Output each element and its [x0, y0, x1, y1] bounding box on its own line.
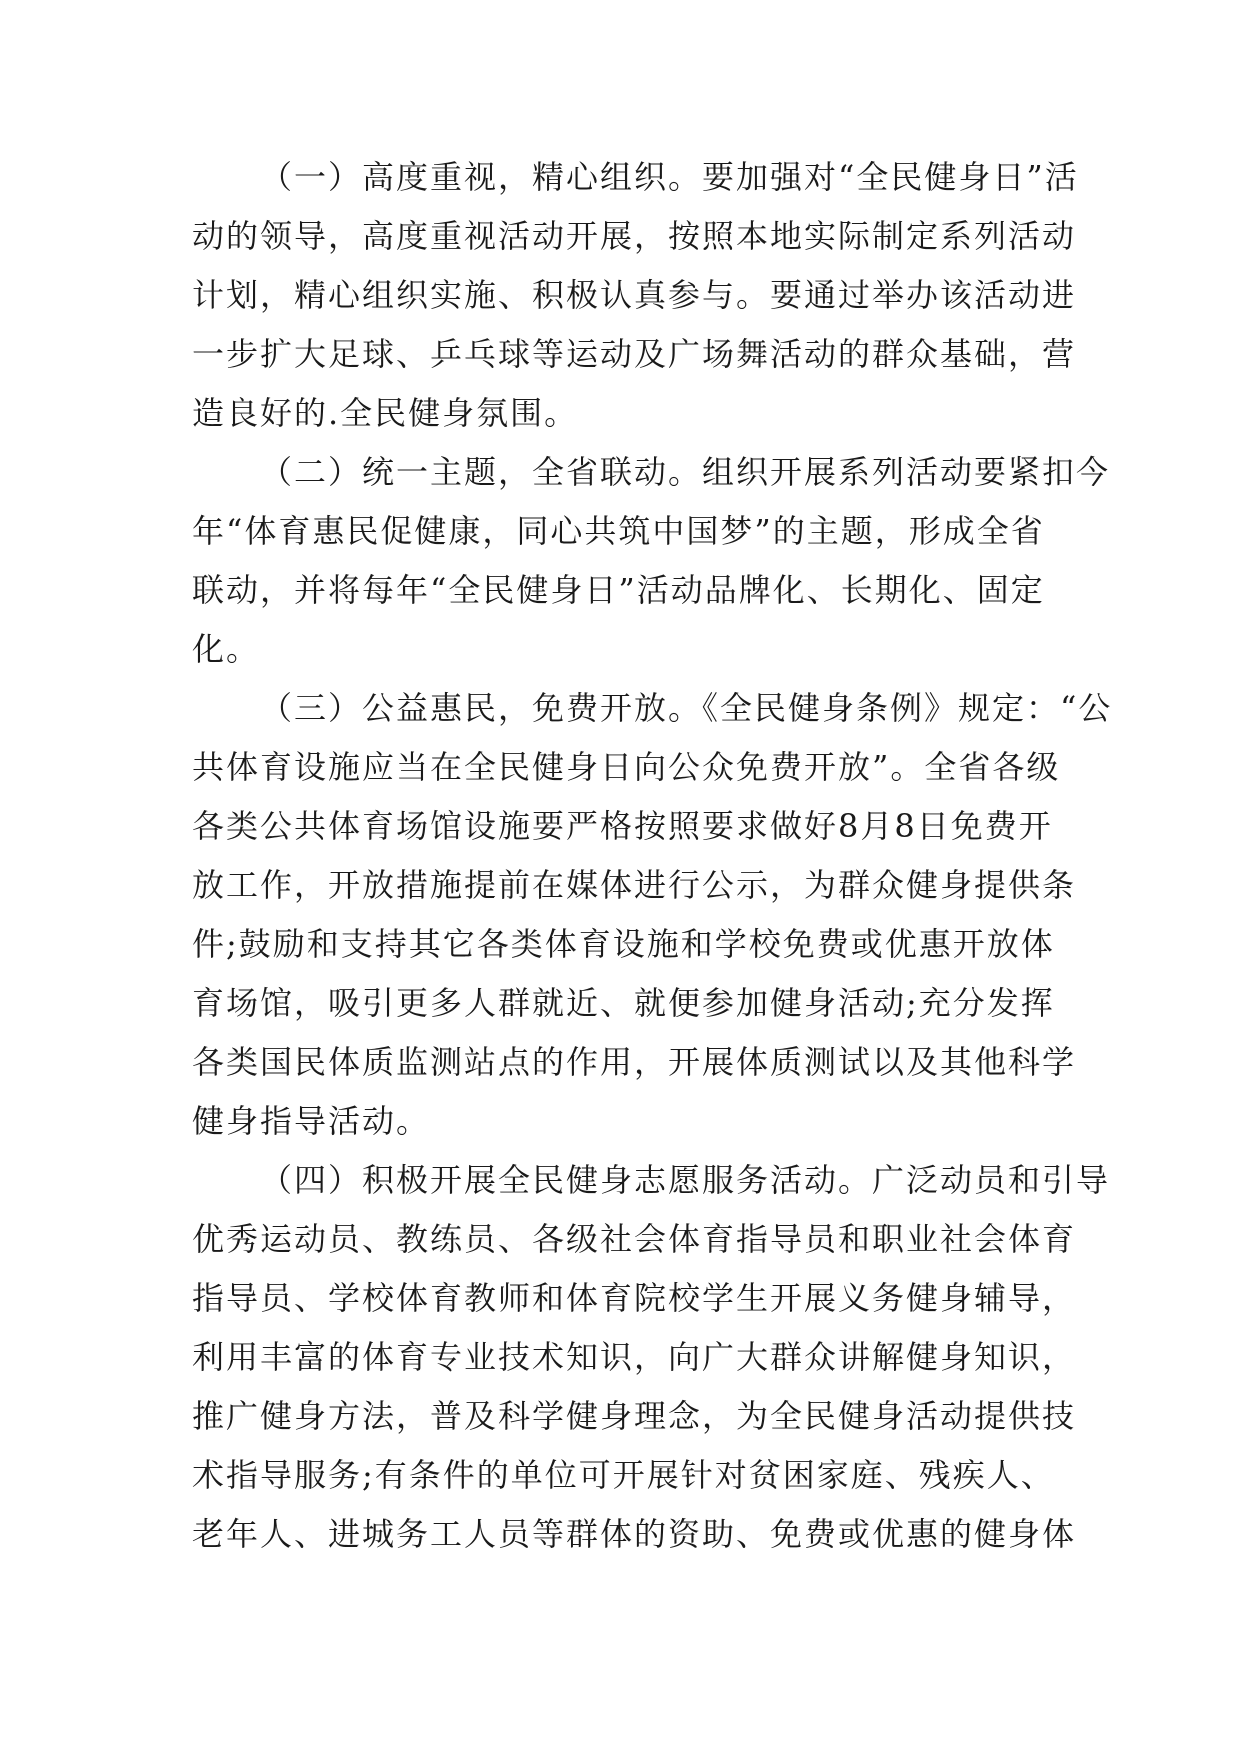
text-line: 各类国民体质监测站点的作用，开展体质测试以及其他科学 — [192, 1043, 1077, 1081]
document-body — [192, 148, 1113, 1564]
text-line: 件;鼓励和支持其它各类体育设施和学校免费或优惠开放体 — [192, 925, 1055, 963]
paragraph-2 — [192, 443, 1111, 679]
paragraph-3 — [192, 679, 1113, 1151]
text-line: 育场馆，吸引更多人群就近、就便参加健身活动;充分发挥 — [192, 984, 1055, 1022]
text-line: 联动，并将每年“全民健身日”活动品牌化、长期化、固定 — [192, 571, 1045, 609]
paragraph-1 — [192, 148, 1079, 443]
text-line: 动的领导，高度重视活动开展，按照本地实际制定系列活动 — [192, 217, 1077, 255]
paragraph-4 — [192, 1151, 1111, 1564]
text-line: 指导员、学校体育教师和体育院校学生开展义务健身辅导， — [192, 1279, 1077, 1317]
text-line: 计划，精心组织实施、积极认真参与。要通过举办该活动进 — [192, 276, 1077, 314]
text-line: 共体育设施应当在全民健身日向公众免费开放”。全省各级 — [192, 748, 1061, 786]
text-line: （四）积极开展全民健身志愿服务活动。广泛动员和引导 — [260, 1161, 1111, 1199]
text-line: 推广健身方法，普及科学健身理念，为全民健身活动提供技 — [192, 1397, 1077, 1435]
text-line: （一）高度重视，精心组织。要加强对“全民健身日”活 — [260, 158, 1079, 196]
text-line: 各类公共体育场馆设施要严格按照要求做好8月8日免费开 — [192, 807, 1053, 845]
text-line: 利用丰富的体育专业技术知识，向广大群众讲解健身知识， — [192, 1338, 1077, 1376]
text-line: 年“体育惠民促健康，同心共筑中国梦”的主题，形成全省 — [192, 512, 1045, 550]
text-line: 放工作，开放措施提前在媒体进行公示，为群众健身提供条 — [192, 866, 1077, 904]
text-line: 造良好的.全民健身氛围。 — [192, 394, 579, 432]
text-line: （三）公益惠民，免费开放。《全民健身条例》规定：“公 — [260, 689, 1113, 727]
text-line: 术指导服务;有条件的单位可开展针对贫困家庭、残疾人、 — [192, 1456, 1055, 1494]
text-line: 化。 — [192, 630, 261, 668]
text-line: （二）统一主题，全省联动。组织开展系列活动要紧扣今 — [260, 453, 1111, 491]
text-line: 健身指导活动。 — [192, 1102, 431, 1140]
text-line: 优秀运动员、教练员、各级社会体育指导员和职业社会体育 — [192, 1220, 1077, 1258]
text-line: 一步扩大足球、乒乓球等运动及广场舞活动的群众基础，营 — [192, 335, 1077, 373]
text-line: 老年人、进城务工人员等群体的资助、免费或优惠的健身体 — [192, 1515, 1077, 1553]
